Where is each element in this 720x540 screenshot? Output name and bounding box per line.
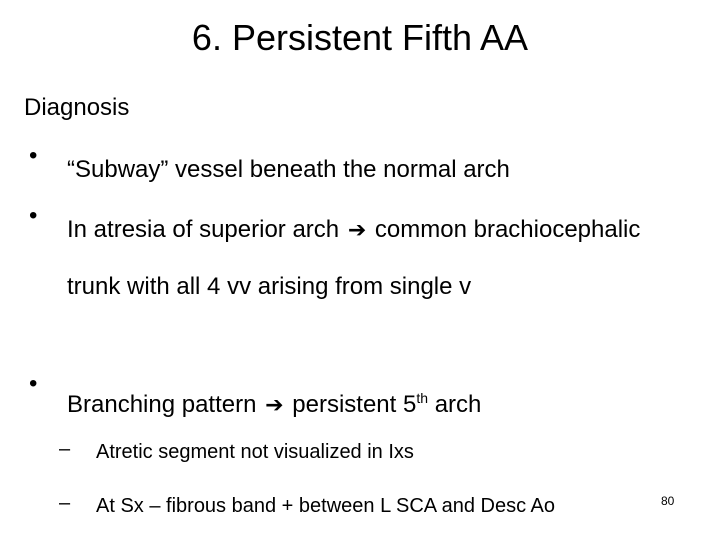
- dash-mark: –: [59, 492, 71, 514]
- bullet-mark: •: [29, 142, 38, 169]
- bullet-text: “Subway” vessel beneath the normal arch: [67, 156, 510, 183]
- superscript: th: [416, 390, 429, 406]
- dash-mark: –: [59, 438, 71, 460]
- bullet-text-mid: persistent 5: [292, 391, 417, 418]
- right-arrow-icon: ➔: [347, 218, 367, 243]
- bullet-text-after: common brachiocephalic trunk with all 4 vv arising from single v: [67, 216, 641, 300]
- bullet-mark: •: [29, 370, 38, 397]
- sub-bullet-text: At Sx – fibrous band + between L SCA and Desc Ao: [96, 495, 555, 517]
- bullet-mark: •: [29, 202, 38, 229]
- bullet-text-before: Branching pattern: [67, 391, 257, 418]
- bullet-text: [67, 202, 667, 315]
- bullet-text: [67, 370, 667, 434]
- right-arrow-icon: ➔: [265, 393, 284, 418]
- bullet-text-after: arch: [434, 391, 482, 418]
- slide-title: 6. Persistent Fifth AA: [191, 17, 529, 58]
- bullet-text-before: In atresia of superior arch: [67, 216, 340, 243]
- sub-bullet-text: Atretic segment not visualized in Ixs: [96, 441, 414, 463]
- page-number: 80: [661, 494, 675, 508]
- section-heading: Diagnosis: [24, 94, 130, 121]
